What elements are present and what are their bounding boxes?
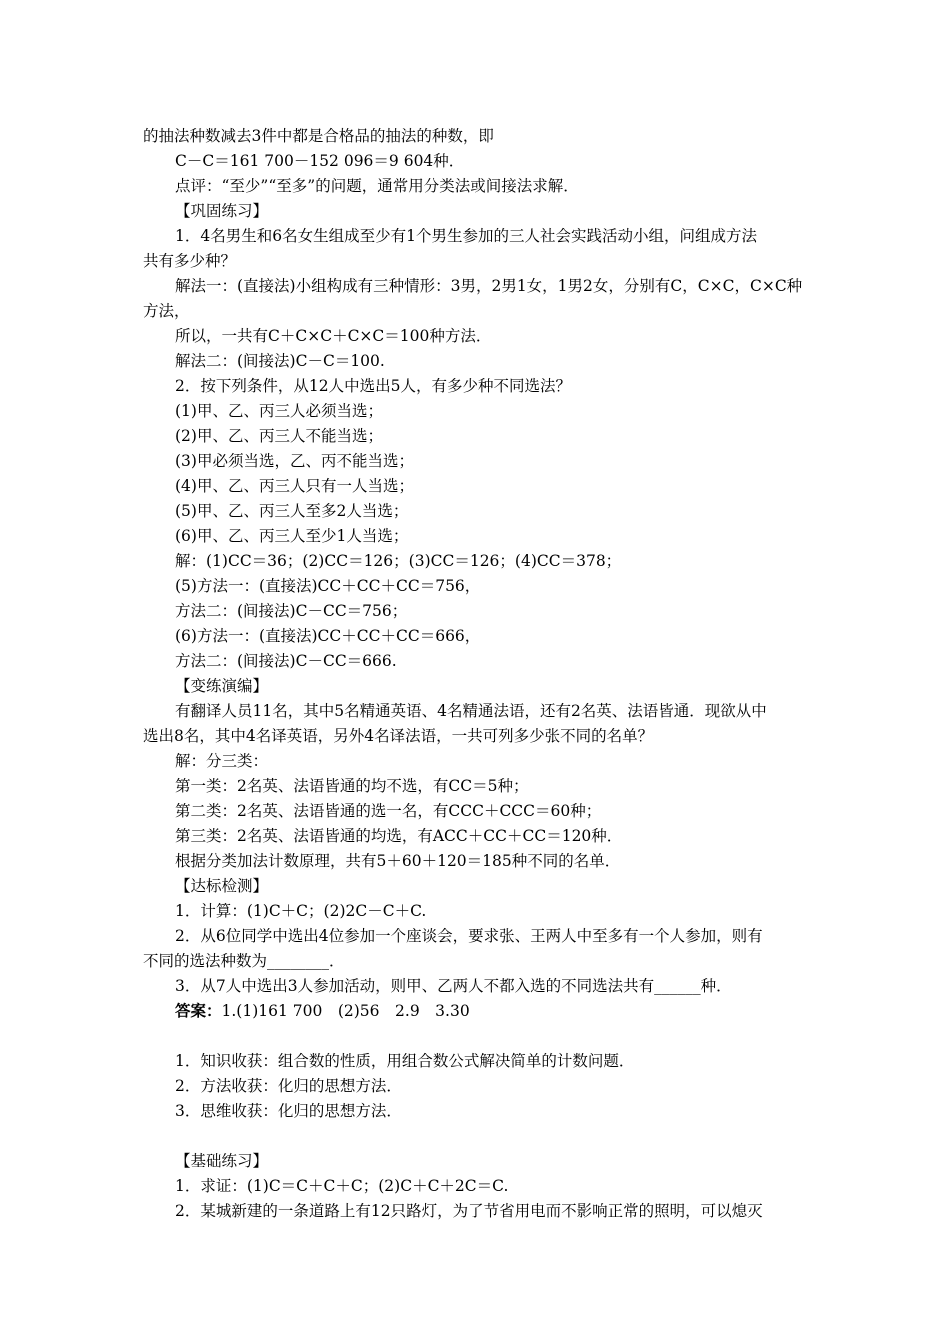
text-line: 方法二：(间接法)C－CC＝756； [175, 602, 408, 620]
text-line: 根据分类加法计数原理，共有5＋60＋120＝185种不同的名单． [175, 852, 621, 870]
text-line: 3．从7人中选出3人参加活动，则甲、乙两人不都入选的不同选法共有______种． [175, 977, 732, 995]
text-line: 第三类：2名英、法语皆通的均选，有ACC＋CC＋CC＝120种． [175, 827, 623, 845]
text-line: (1)甲、乙、丙三人必须当选； [175, 402, 383, 420]
text-line: 点评：“至少”“至多”的问题，通常用分类法或间接法求解． [175, 177, 579, 195]
text-line: (6)甲、乙、丙三人至少1人当选； [175, 527, 409, 545]
text-line: (2)甲、乙、丙三人不能当选； [175, 427, 383, 445]
section-heading: 【基础练习】 [175, 1152, 269, 1170]
text-line: C－C＝161 700－152 096＝9 604种． [175, 152, 465, 170]
text-line: 选出8名，其中4名译英语，另外4名译法语，一共可列多少张不同的名单？ [143, 727, 654, 745]
text-line: 2．从6位同学中选出4位参加一个座谈会，要求张、王两人中至多有一个人参加，则有 [175, 927, 763, 945]
text-line: (6)方法一：(直接法)CC＋CC＋CC＝666， [175, 627, 481, 645]
text-line: 3．思维收获：化归的思想方法． [175, 1102, 402, 1120]
text-line: 2．方法收获：化归的思想方法． [175, 1077, 402, 1095]
text-line: (4)甲、乙、丙三人只有一人当选； [175, 477, 414, 495]
answer-line [175, 999, 815, 1023]
text-line: 2．某城新建的一条道路上有12只路灯，为了节省用电而不影响正常的照明，可以熄灭 [175, 1202, 763, 1220]
text-line: 解法一：(直接法)小组构成有三种情形：3男，2男1女，1男2女，分别有C，C×C，C×C种 [175, 277, 803, 295]
text-line: 1．求证：(1)C＝C＋C＋C；(2)C＋C＋2C＝C. [175, 1177, 509, 1195]
text-line: 解法二：(间接法)C－C＝100. [175, 352, 385, 370]
text-line: 解：分三类： [175, 752, 269, 770]
text-line: 解：(1)CC＝36；(2)CC＝126；(3)CC＝126；(4)CC＝378； [175, 552, 622, 570]
text-line: 所以，一共有C＋C×C＋C×C＝100种方法． [175, 327, 492, 345]
text-line: 的抽法种数减去3件中都是合格品的抽法的种数，即 [143, 127, 494, 145]
text-line: 有翻译人员11名，其中5名精通英语、4名精通法语，还有2名英、法语皆通．现欲从中 [175, 702, 767, 720]
section-heading: 【达标检测】 [175, 877, 269, 895]
answer-text: 1.(1)161 700 (2)56 2.9 3.30 [221, 1002, 470, 1020]
text-line: (3)甲必须当选，乙、丙不能当选； [175, 452, 414, 470]
text-line: 不同的选法种数为________． [143, 952, 345, 970]
text-line: 1．4名男生和6名女生组成至少有1个男生参加的三人社会实践活动小组，问组成方法 [175, 227, 757, 245]
section-heading: 【变练演编】 [175, 677, 269, 695]
section-heading: 【巩固练习】 [175, 202, 269, 220]
text-line: 共有多少种？ [143, 252, 237, 270]
text-line: 2．按下列条件，从12人中选出5人，有多少种不同选法？ [175, 377, 571, 395]
text-line: 方法二：(间接法)C－CC＝666. [175, 652, 397, 670]
text-line: 第二类：2名英、法语皆通的选一名，有CCC＋CCC＝60种； [175, 802, 602, 820]
text-line: 第一类：2名英、法语皆通的均不选，有CC＝5种； [175, 777, 529, 795]
text-line: (5)甲、乙、丙三人至多2人当选； [175, 502, 409, 520]
text-line: (5)方法一：(直接法)CC＋CC＋CC＝756， [175, 577, 481, 595]
text-line: 方法， [143, 302, 190, 320]
text-line: 1．知识收获：组合数的性质，用组合数公式解决简单的计数问题． [175, 1052, 635, 1070]
text-line: 1．计算：(1)C＋C；(2)2C－C＋C. [175, 902, 427, 920]
answer-label: 答案： [175, 1001, 222, 1020]
